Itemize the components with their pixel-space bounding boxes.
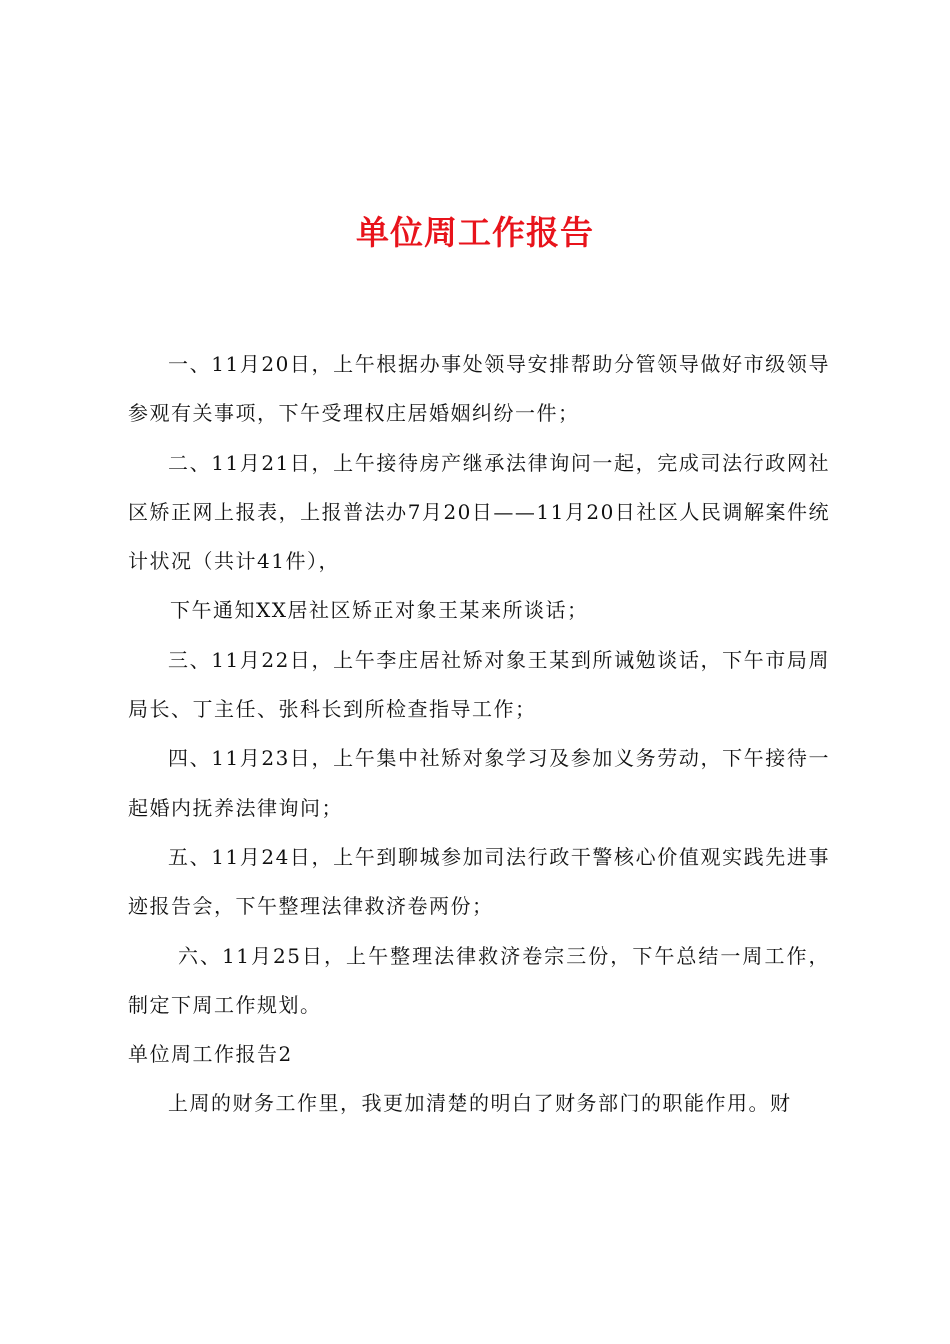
paragraph-4: 三、11月22日，上午李庄居社矫对象王某到所诫勉谈话，下午市局周局长、丁主任、张科长到所检查指导工作； <box>128 647 830 722</box>
document-title: 单位周工作报告 <box>356 213 594 252</box>
paragraph-1: 一、11月20日，上午根据办事处领导安排帮助分管领导做好市级领导参观有关事项，下午受理权庄居婚姻纠纷一件； <box>128 352 830 426</box>
document-body <box>128 340 830 1129</box>
paragraph-3: 下午通知XX居社区矫正对象王某来所谈话； <box>170 598 589 623</box>
section-heading-2: 单位周工作报告2 <box>128 1042 293 1067</box>
paragraph-5: 四、11月23日，上午集中社矫对象学习及参加义务劳动，下午接待一起婚内抚养法律询问； <box>128 746 830 820</box>
paragraph-7: 六、11月25日，上午整理法律救济卷宗三份，下午总结一周工作，制定下周工作规划。 <box>128 943 830 1017</box>
paragraph-6: 五、11月24日，上午到聊城参加司法行政干警核心价值观实践先进事迹报告会，下午整理法律救济卷两份； <box>128 844 830 919</box>
paragraph-8: 上周的财务工作里，我更加清楚的明白了财务部门的职能作用。财 <box>168 1091 792 1116</box>
paragraph-2: 二、11月21日，上午接待房产继承法律询问一起，完成司法行政网社区矫正网上报表，上报普法办7月20日——11月20日社区人民调解案件统计状况（共计41件）， <box>128 450 830 574</box>
